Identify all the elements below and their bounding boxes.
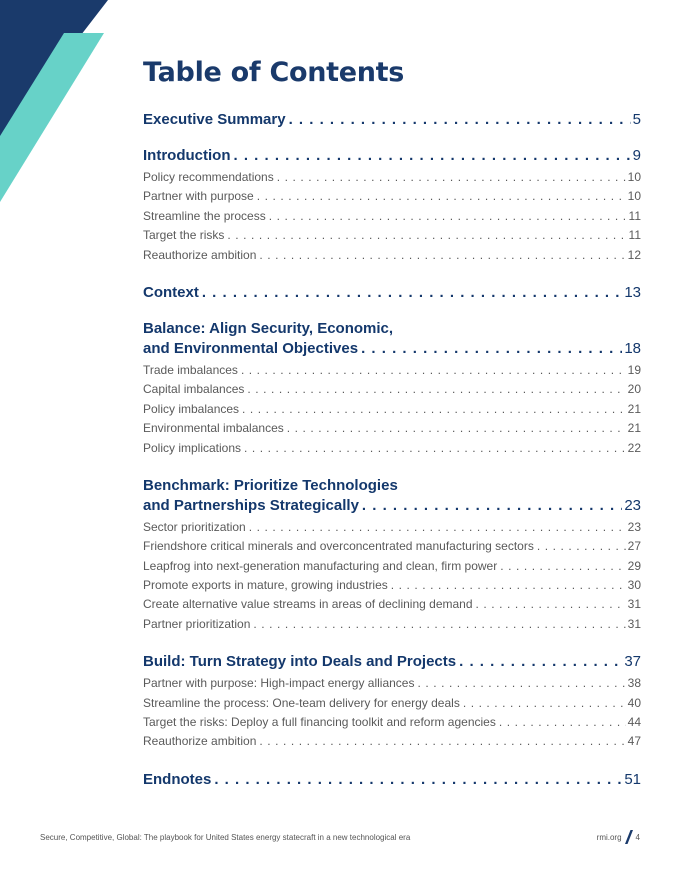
toc-page-number: 51 (624, 770, 641, 788)
dot-leader (417, 674, 625, 693)
toc-subentry-label: Sector prioritization (143, 519, 246, 534)
dot-leader (257, 187, 626, 206)
toc-page-number: 31 (627, 597, 641, 612)
toc-page-number: 38 (627, 676, 641, 691)
toc-subentry[interactable] (143, 732, 641, 751)
toc-entry-executive-summary[interactable] (143, 110, 641, 130)
page-footer (40, 830, 640, 844)
dot-leader (362, 496, 622, 516)
dot-leader (242, 400, 626, 419)
dot-leader (259, 246, 625, 265)
toc-page-number: 21 (627, 421, 641, 436)
toc-section-benchmark (143, 476, 641, 634)
toc-entry-title: Endnotes (143, 770, 212, 788)
toc-page-number: 23 (627, 519, 641, 534)
toc-subentry-label: Friendshore critical minerals and overconcentrated manufacturing sectors (143, 539, 534, 554)
toc-subentry-label: Environmental imbalances (143, 421, 284, 436)
toc-subentry[interactable] (143, 439, 641, 458)
toc-entry-title: and Partnerships Strategically (143, 496, 359, 514)
toc-entry-benchmark[interactable] (143, 496, 641, 516)
dot-leader (244, 439, 626, 458)
toc-entry-title: Context (143, 283, 199, 301)
toc-page-number: 10 (627, 170, 641, 184)
toc-subentry[interactable] (143, 713, 641, 732)
dot-leader (537, 537, 626, 556)
dot-leader (476, 595, 626, 614)
dot-leader (269, 207, 627, 226)
toc-entry-introduction[interactable] (143, 146, 641, 166)
toc-subentry[interactable] (143, 226, 641, 245)
dot-leader (289, 110, 631, 130)
toc-page-number: 21 (627, 401, 641, 416)
toc-entry-title: and Environmental Objectives (143, 339, 359, 357)
toc-entry-endnotes[interactable] (143, 770, 641, 790)
toc-page-number: 9 (632, 147, 641, 164)
toc-subentry[interactable] (143, 694, 641, 713)
toc-subentry[interactable] (143, 246, 641, 265)
toc-subentry[interactable] (143, 380, 641, 399)
toc-subentry-label: Target the risks (143, 228, 225, 243)
toc-entry-title-line1[interactable]: Benchmark: Prioritize Technologies (143, 476, 398, 494)
toc-subentry-label: Streamline the process: One-team delivery for energy deals (143, 695, 460, 710)
toc-subentry[interactable] (143, 187, 641, 206)
footer-right (597, 830, 640, 844)
dot-leader (459, 652, 622, 672)
toc-page-number: 31 (627, 616, 641, 631)
toc-subentry-label: Streamline the process (143, 208, 266, 223)
toc-subentry-label: Reauthorize ambition (143, 247, 257, 262)
toc-entry-title-line1[interactable]: Balance: Align Security, Economic, (143, 319, 394, 337)
toc-subentry-label: Trade imbalances (143, 362, 238, 377)
toc-section-introduction (143, 146, 641, 265)
dot-leader (500, 557, 625, 576)
toc-subentry-label: Promote exports in mature, growing industries (143, 578, 388, 593)
toc-section-context (143, 283, 641, 303)
toc-section-executive-summary (143, 110, 641, 130)
dot-leader (361, 339, 622, 359)
toc-section-build (143, 652, 641, 752)
dot-leader (253, 615, 625, 634)
toc-subentry[interactable] (143, 576, 641, 595)
dot-leader (247, 380, 625, 399)
dot-leader (287, 419, 626, 438)
toc-page-number: 22 (627, 440, 641, 455)
toc-page-number: 44 (627, 715, 641, 730)
footer-document-title: Secure, Competitive, Global: The playbook for United States energy statecraft in a new technological era (40, 832, 411, 842)
toc-subentry[interactable] (143, 537, 641, 556)
toc-subentry-label: Capital imbalances (143, 382, 245, 397)
toc-entry-build[interactable] (143, 652, 641, 672)
toc-subentry-label: Reauthorize ambition (143, 734, 257, 749)
toc-subentry-label: Policy implications (143, 440, 242, 455)
toc-subentry[interactable] (143, 674, 641, 693)
toc-page-number: 30 (627, 578, 641, 593)
toc-subentry-label: Partner with purpose (143, 189, 254, 204)
footer-site-link[interactable]: rmi.org (596, 832, 622, 842)
dot-leader (233, 146, 630, 166)
toc-subentry[interactable] (143, 518, 641, 537)
dot-leader (227, 226, 626, 245)
toc-subentry-label: Partner with purpose: High-impact energy alliances (143, 676, 415, 691)
toc-entry-title: Build: Turn Strategy into Deals and Projects (143, 653, 457, 671)
footer-page-number: 4 (635, 832, 640, 842)
dot-leader (249, 518, 626, 537)
toc-page-number: 10 (627, 189, 641, 204)
dot-leader (463, 694, 626, 713)
toc-subentry-label: Target the risks: Deploy a full financing toolkit and reform agencies (143, 715, 496, 730)
toc-subentry[interactable] (143, 361, 641, 380)
toc-entry-balance[interactable] (143, 339, 641, 359)
dot-leader (499, 713, 626, 732)
toc-subentry[interactable] (143, 207, 641, 226)
toc-page-number: 40 (627, 695, 641, 710)
toc-subentry-label: Leapfrog into next-generation manufacturing and clean, firm power (143, 558, 498, 573)
dot-leader (202, 283, 622, 303)
toc-entry-title: Introduction (143, 147, 231, 164)
dot-leader (391, 576, 626, 595)
slash-logo-icon (625, 830, 633, 844)
toc-page-number: 18 (624, 339, 641, 357)
toc-subentry[interactable] (143, 595, 641, 614)
toc-entry-title: Executive Summary (143, 111, 286, 128)
dot-leader (241, 361, 626, 380)
toc-section-endnotes (143, 770, 641, 790)
toc-subentry[interactable] (143, 168, 641, 187)
toc-subentry[interactable] (143, 615, 641, 634)
toc-subentry-label: Partner prioritization (143, 616, 251, 631)
toc-page-number: 11 (628, 228, 641, 243)
toc-page-number: 19 (627, 362, 641, 377)
toc-page-number: 20 (627, 382, 641, 397)
toc-entry-context[interactable] (143, 283, 641, 303)
toc-subentry-label: Policy recommendations (143, 170, 274, 184)
dot-leader (277, 168, 626, 187)
toc-page-number: 13 (624, 283, 641, 301)
toc-content (143, 56, 641, 808)
toc-page-number: 47 (627, 734, 641, 749)
toc-page-number: 11 (628, 208, 641, 223)
dot-leader (259, 732, 625, 751)
toc-subentry-label: Create alternative value streams in areas of declining demand (143, 597, 473, 612)
toc-page-number: 5 (632, 111, 641, 128)
toc-page-number: 27 (627, 539, 641, 554)
page-title: Table of Contents (143, 57, 405, 88)
toc-subentry[interactable] (143, 557, 641, 576)
toc-page-number: 37 (624, 653, 641, 671)
toc-section-balance (143, 319, 641, 458)
toc-page-number: 12 (627, 247, 641, 262)
corner-graphic (0, 0, 120, 210)
toc-subentry-label: Policy imbalances (143, 401, 240, 416)
toc-page-number: 29 (627, 558, 641, 573)
toc-subentry[interactable] (143, 400, 641, 419)
toc-subentry[interactable] (143, 419, 641, 438)
dot-leader (214, 770, 622, 790)
toc-page-number: 23 (624, 496, 641, 514)
